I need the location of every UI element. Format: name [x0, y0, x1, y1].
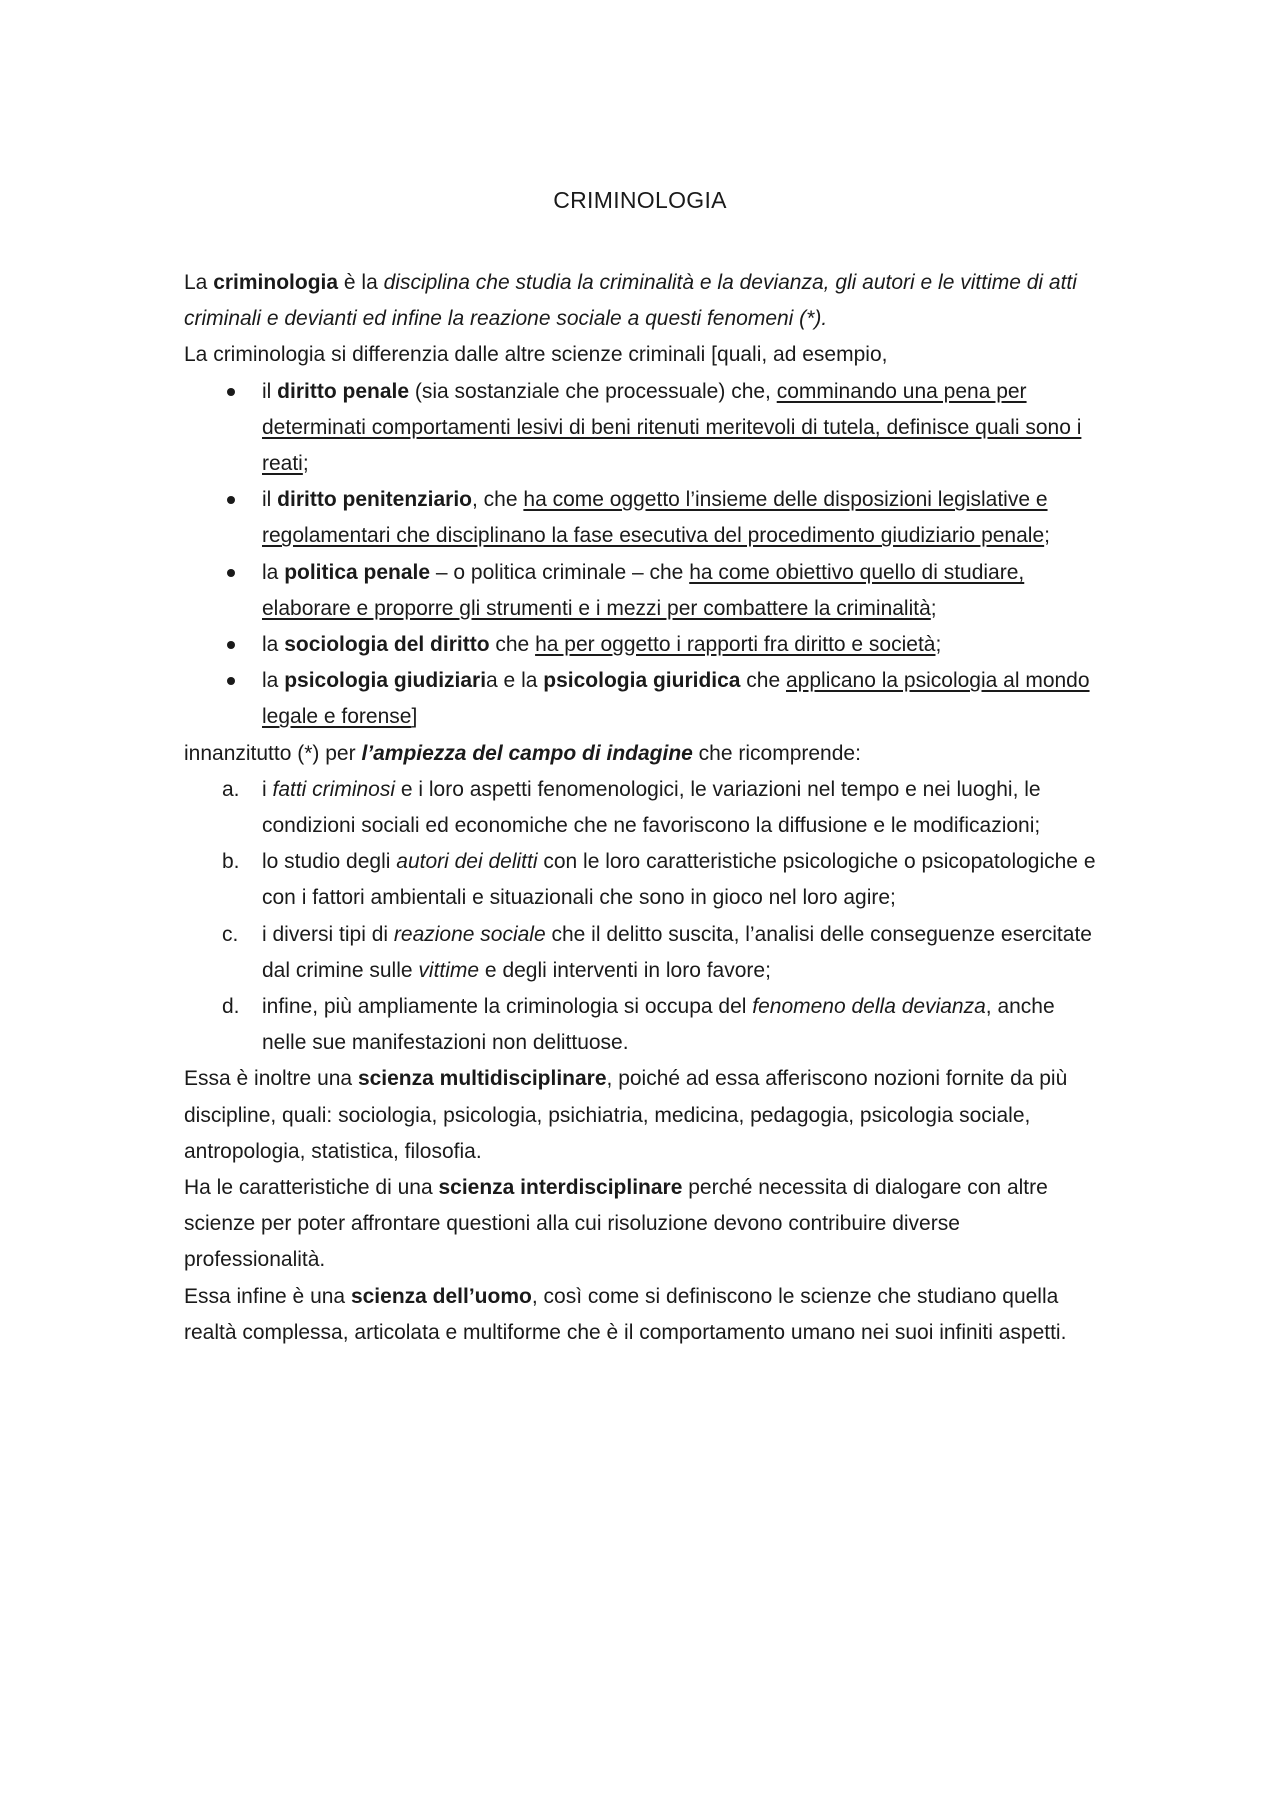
text-run: innanzitutto (*) per — [184, 741, 362, 765]
text-run: , poiché ad essa afferiscono nozioni fornite da più discipline, quali: sociologia, psicologia, psichiatria, medicina, pedagogia, psicologia sociale, antropologia, statistica, filosofia. — [184, 1067, 1068, 1163]
bold-term: politica penale — [284, 560, 431, 584]
list-item — [184, 482, 1104, 554]
text-run: Essa infine è una — [184, 1284, 351, 1308]
bold-term: psicologia giuridica — [543, 669, 741, 693]
text-run: , anche nelle sue manifestazioni non delittuose. — [262, 995, 1055, 1055]
differentiation-paragraph: La criminologia si differenzia dalle altre scienze criminali [quali, ad esempio, — [184, 343, 888, 367]
list-item — [184, 844, 1104, 916]
text-run: che — [740, 669, 786, 693]
italic-term: fatti criminosi — [272, 777, 396, 801]
text-run: i — [262, 777, 273, 801]
underlined-text: ha per oggetto i rapporti fra diritto e società — [535, 633, 936, 657]
list-marker: b. — [222, 850, 240, 874]
text-run: è la — [338, 271, 384, 294]
text-run: e i loro aspetti fenomenologici, le variazioni nel tempo e nei luoghi, le condizioni sociali ed economiche che ne favoriscono la diffusione e le modificazioni; — [262, 777, 1041, 838]
human-science-paragraph — [184, 1279, 1104, 1351]
page-title: CRIMINOLOGIA — [553, 187, 727, 213]
scope-list — [184, 772, 1104, 1062]
text-run: lo studio degli — [262, 850, 397, 874]
list-item — [184, 555, 1104, 627]
text-run: la — [262, 633, 285, 657]
underlined-text: comminando una pena per determinati comportamenti lesivi di beni ritenuti meritevoli di tutela, definisce quali sono i reati — [262, 379, 1082, 476]
underlined-text: ha come obiettivo quello di studiare, elaborare e proporre gli strumenti e i mezzi per combattere la criminalità — [262, 560, 1025, 620]
text-run: che ricomprende: — [692, 741, 861, 765]
text-run: La — [184, 271, 214, 294]
text-run: a e la — [486, 669, 544, 693]
text-run: – o politica criminale – che — [430, 560, 690, 584]
bold-term: psicologia giudiziari — [284, 669, 487, 693]
text-run: perché necessita di dialogare con altre scienze per poter affrontare questioni alla cui risoluzione devono contribuire diverse professionalità. — [184, 1176, 1048, 1272]
text-run: ] — [411, 705, 418, 729]
text-run: ; — [302, 452, 309, 476]
italic-term: autori dei delitti — [396, 850, 538, 874]
list-item — [184, 772, 1104, 844]
italic-term: fenomeno della devianza — [752, 995, 986, 1019]
bold-term: scienza interdisciplinare — [438, 1176, 683, 1200]
text-run: , che — [472, 488, 524, 512]
text-run: , così come si definiscono le scienze che studiano quella realtà complessa, articolata e multiforme che è il comportamento umano nei suoi infiniti aspetti. — [184, 1284, 1067, 1344]
underlined-text: ha come oggetto l’insieme delle disposizioni legislative e regolamentari che disciplinano la fase esecutiva del procedimento giudiziario penale — [262, 488, 1048, 548]
text-run: Essa è inoltre una — [184, 1067, 358, 1091]
text-run: e degli interventi in loro favore; — [479, 958, 771, 982]
list-item — [184, 917, 1104, 989]
list-item — [184, 989, 1104, 1061]
text-run: (sia sostanziale che processuale) che, — [409, 379, 777, 403]
text-run: Ha le caratteristiche di una — [184, 1176, 439, 1200]
bold-term: diritto penitenziario — [277, 488, 473, 512]
italic-definition: disciplina che studia la criminalità e la devianza, gli autori e le vittime di atti criminali e devianti ed infine la reazione sociale a questi fenomeni (*). — [184, 271, 1077, 331]
list-item — [184, 374, 1104, 483]
bold-term: criminologia — [213, 271, 339, 294]
text-run: con le loro caratteristiche psicologiche o psicopatologiche e con i fattori ambientali e situazionali che sono in gioco nel loro agire; — [262, 850, 1096, 910]
text-run: ; — [930, 596, 937, 620]
list-marker: a. — [222, 777, 240, 801]
text-run: che il delitto suscita, l’analisi delle conseguenze esercitate dal crimine sulle — [262, 922, 1092, 982]
underlined-text: applicano la psicologia al mondo legale e forense — [262, 669, 1090, 729]
scope-paragraph — [184, 736, 1104, 772]
text-run: la — [262, 669, 285, 693]
list-marker: c. — [222, 922, 239, 946]
italic-term: reazione sociale — [393, 922, 546, 946]
bold-term: scienza dell’uomo — [350, 1284, 532, 1308]
list-item — [184, 663, 1104, 735]
intro-paragraph — [184, 265, 1104, 337]
bold-term: scienza multidisciplinare — [357, 1067, 607, 1091]
text-run: ; — [1044, 524, 1050, 548]
text-run: infine, più ampliamente la criminologia si occupa del — [262, 995, 753, 1019]
interdisciplinary-paragraph — [184, 1170, 1104, 1279]
text-run: che — [489, 633, 536, 657]
list-marker: d. — [222, 995, 240, 1019]
text-run: il — [262, 488, 278, 512]
criminal-sciences-list — [184, 374, 1104, 736]
text-block — [184, 265, 1104, 1351]
text-run: la — [262, 560, 285, 584]
bold-term: diritto penale — [277, 379, 410, 403]
multidisciplinary-paragraph — [184, 1061, 1104, 1170]
list-item — [184, 627, 1104, 663]
bold-term: sociologia del diritto — [284, 633, 490, 657]
text-run: il — [262, 379, 278, 403]
text-run: i diversi tipi di — [262, 922, 394, 946]
italic-term: vittime — [418, 958, 480, 982]
bold-italic-term: l’ampiezza del campo di indagine — [361, 741, 693, 765]
text-run: ; — [935, 633, 942, 657]
